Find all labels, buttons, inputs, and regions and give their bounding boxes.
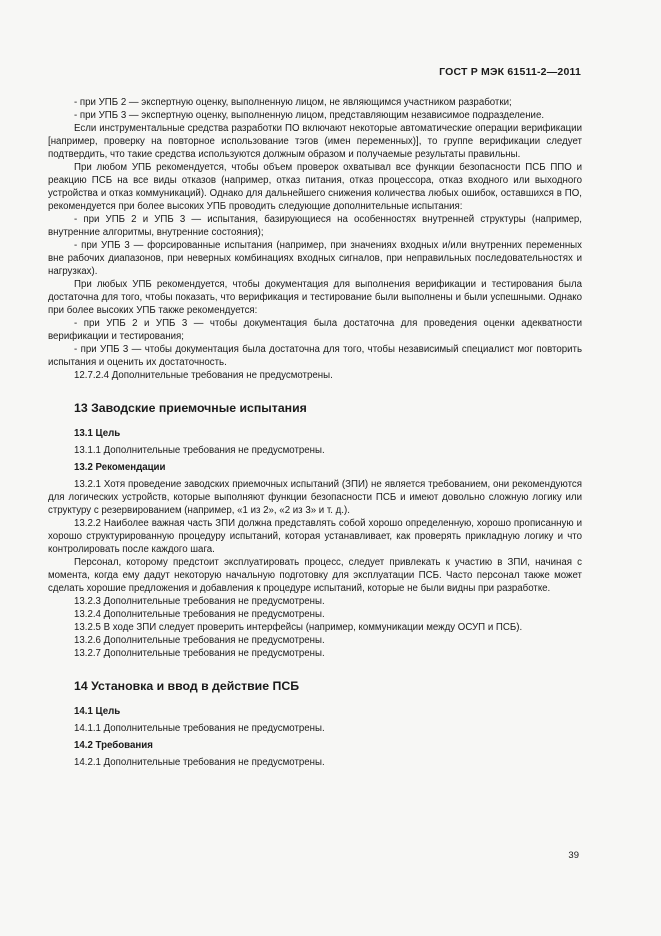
subsection-13-2-heading: 13.2 Рекомендации (74, 462, 166, 473)
clause-13-2-2: 13.2.2 Наиболее важная часть ЗПИ должна представлять собой хорошо определенную, хорошо прописанную и хорошо структурированную процедуру испытаний, которая устанавливает, как проверять прикладную логику и что контролировать после каждого шага. (48, 518, 582, 555)
paragraph: Персонал, которому предстоит эксплуатировать процесс, следует привлекать к участию в ЗПИ, начиная с момента, когда ему дадут некоторую начальную подготовку для эксплуатации ПСБ. Часто персонал также может сделать хорошие предложения и добавления к процедуре испытаний, которые не были видны при разработке. (48, 557, 582, 594)
list-item: - при УПБ 3 — чтобы документация была достаточна для того, чтобы независимый специалист мог повторить испытания и оценить их достаточность. (48, 344, 582, 368)
standard-header: ГОСТ Р МЭК 61511-2—2011 (439, 66, 581, 78)
section-13-heading: 13 Заводские приемочные испытания (74, 401, 307, 415)
section-14-heading: 14 Установка и ввод в действие ПСБ (74, 679, 300, 693)
clause-12-7-2-4: 12.7.2.4 Дополнительные требования не предусмотрены. (74, 370, 333, 381)
clause-13-2-6: 13.2.6 Дополнительные требования не предусмотрены. (74, 635, 325, 646)
list-item: - при УПБ 2 и УПБ 3 — чтобы документация была достаточна для проведения оценки адекватности верификации и тестирования; (48, 318, 582, 342)
subsection-14-2-heading: 14.2 Требования (74, 740, 153, 751)
subsection-14-1-heading: 14.1 Цель (74, 706, 121, 717)
clause-13-2-1: 13.2.1 Хотя проведение заводских приемочных испытаний (ЗПИ) не является требованием, они рекомендуются для логических устройств, которые выполняют функции безопасности ПСБ и имеют довольно сложную логику или структуру с резервированием (например, «1 из 2», «2 из 3» и т. д.). (48, 479, 582, 516)
page-content (48, 96, 582, 769)
clause-14-2-1: 14.2.1 Дополнительные требования не предусмотрены. (74, 757, 325, 768)
list-item: - при УПБ 2 — экспертную оценку, выполненную лицом, не являющимся участником разработки; (74, 97, 512, 108)
clause-13-1-1: 13.1.1 Дополнительные требования не предусмотрены. (74, 445, 325, 456)
page-number: 39 (568, 850, 579, 861)
clause-13-2-4: 13.2.4 Дополнительные требования не предусмотрены. (74, 609, 325, 620)
list-item: - при УПБ 3 — экспертную оценку, выполненную лицом, представляющим независимое подразделение. (74, 110, 545, 121)
paragraph: Если инструментальные средства разработки ПО включают некоторые автоматические операции верификации [например, проверку на повторное использование тэгов (имен переменных)], то группе верификации следует подтвердить, что такие средства используются должным образом и получаемые результаты правильны. (48, 123, 582, 160)
list-item: - при УПБ 3 — форсированные испытания (например, при значениях входных и/или внутренних переменных вне рабочих диапазонов, при неверных комбинациях входных сигналов, при неправильных последовательностях и нагрузках). (48, 240, 582, 277)
clause-13-2-5: 13.2.5 В ходе ЗПИ следует проверить интерфейсы (например, коммуникации между ОСУП и ПСБ). (74, 622, 523, 633)
paragraph: При любых УПБ рекомендуется, чтобы документация для выполнения верификации и тестирования была достаточна для того, чтобы показать, что верификация и тестирование были выполнены и были успешными. Однако при более высоких УПБ также рекомендуется: (48, 279, 582, 316)
paragraph: При любом УПБ рекомендуется, чтобы объем проверок охватывал все функции безопасности ПСБ ППО и реакцию ПСБ на все виды отказов (например, отказ питания, отказ процессора, отказ входного или выходного устройства и отказ коммуникаций). Однако для дальнейшего снижения количества любых ошибок, оставшихся в ПО, рекомендуется при более высоких УПБ проводить следующие дополнительные испытания: (48, 162, 582, 212)
list-item: - при УПБ 2 и УПБ 3 — испытания, базирующиеся на особенностях внутренней структуры (например, внутренние алгоритмы, внутренние состояния); (48, 214, 582, 238)
subsection-13-1-heading: 13.1 Цель (74, 428, 121, 439)
clause-13-2-3: 13.2.3 Дополнительные требования не предусмотрены. (74, 596, 325, 607)
clause-13-2-7: 13.2.7 Дополнительные требования не предусмотрены. (74, 648, 325, 659)
clause-14-1-1: 14.1.1 Дополнительные требования не предусмотрены. (74, 723, 325, 734)
